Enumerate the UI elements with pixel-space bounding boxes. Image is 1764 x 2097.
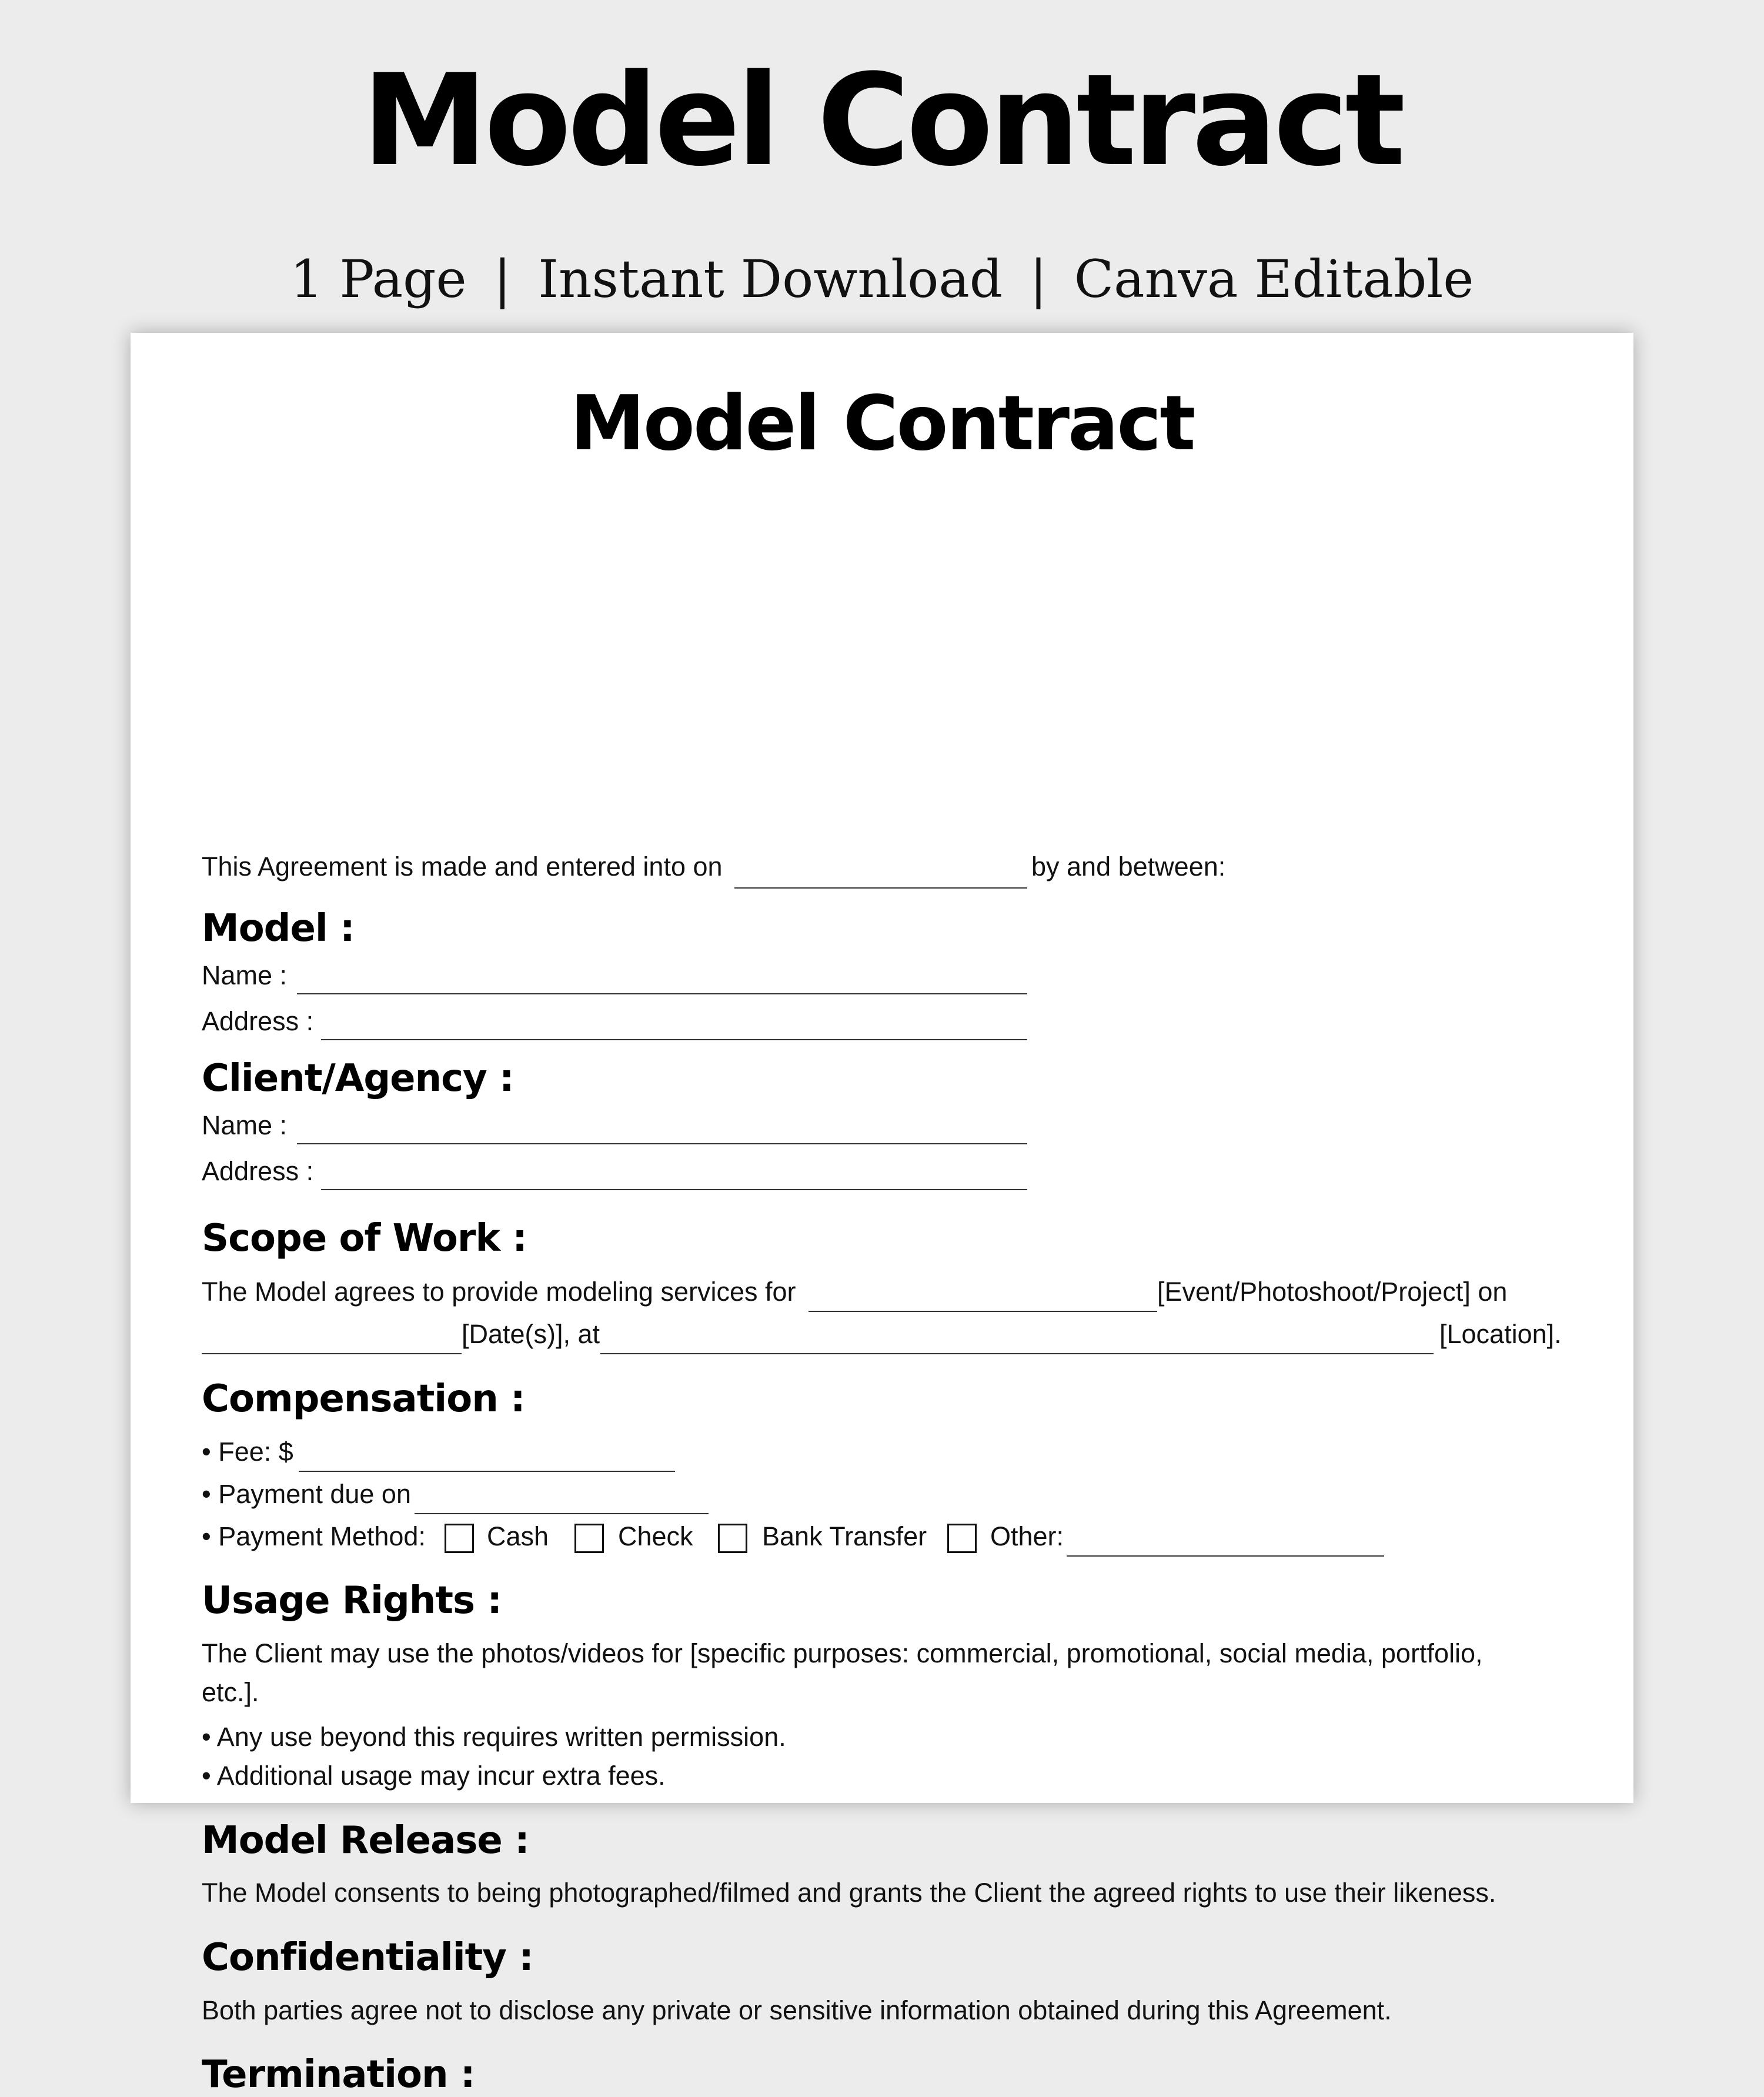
location-field[interactable] <box>600 1353 1434 1354</box>
confidentiality-text: Both parties agree not to disclose any private or sensitive information obtained during this Agreement. <box>202 1995 1392 2025</box>
bank-transfer-label: Bank Transfer <box>762 1521 927 1551</box>
client-name-field[interactable] <box>297 1143 1027 1144</box>
intro-text: This Agreement is made and entered into on <box>202 852 723 881</box>
fee-label: • Fee: $ <box>202 1437 293 1467</box>
payment-due-field[interactable] <box>415 1513 709 1514</box>
dates-field[interactable] <box>202 1353 462 1354</box>
model-heading: Model : <box>202 907 355 950</box>
contract-page <box>131 333 1633 2096</box>
client-address-label: Address : <box>202 1156 314 1186</box>
model-address-field[interactable] <box>321 1039 1027 1040</box>
model-name-label: Name : <box>202 960 288 990</box>
promo-subtitle <box>0 247 1764 312</box>
other-method-field[interactable] <box>1067 1555 1384 1557</box>
model-address-label: Address : <box>202 1006 314 1036</box>
check-checkbox[interactable] <box>574 1524 604 1553</box>
scope-heading: Scope of Work : <box>202 1217 527 1260</box>
usage-bullet-fees: • Additional usage may incur extra fees. <box>202 1761 666 1791</box>
payment-method-label: • Payment Method: <box>202 1521 426 1551</box>
feature-editable: Canva Editable <box>1074 249 1474 309</box>
release-text: The Model consents to being photographed/filmed and grants the Client the agreed rights to use their likeness. <box>202 1878 1496 1908</box>
usage-text-continued: etc.]. <box>202 1677 259 1707</box>
termination-heading: Termination : <box>202 2053 475 2096</box>
compensation-heading: Compensation : <box>202 1377 525 1421</box>
location-label: [Location]. <box>1439 1319 1562 1349</box>
document-title: Model Contract <box>570 380 1194 468</box>
fee-field[interactable] <box>299 1471 675 1472</box>
client-heading: Client/Agency : <box>202 1057 514 1100</box>
other-checkbox[interactable] <box>947 1524 977 1553</box>
release-heading: Model Release : <box>202 1819 529 1862</box>
usage-heading: Usage Rights : <box>202 1579 502 1622</box>
model-name-field[interactable] <box>297 993 1027 994</box>
scope-text: The Model agrees to provide modeling services for <box>202 1277 796 1307</box>
other-label: Other: <box>990 1521 1064 1551</box>
client-name-label: Name : <box>202 1110 288 1140</box>
cash-label: Cash <box>487 1521 549 1551</box>
cash-checkbox[interactable] <box>445 1524 474 1553</box>
usage-text: The Client may use the photos/videos for [specific purposes: commercial, promotional, social media, portfolio, <box>202 1638 1483 1668</box>
agreement-date-field[interactable] <box>734 887 1027 889</box>
feature-download: Instant Download <box>538 249 1003 309</box>
event-field[interactable] <box>808 1311 1157 1312</box>
check-label: Check <box>618 1521 693 1551</box>
usage-bullet-permission: • Any use beyond this requires written permission. <box>202 1722 786 1752</box>
promo-title: Model Contract <box>362 46 1402 194</box>
event-label: [Event/Photoshoot/Project] on <box>1157 1277 1508 1307</box>
feature-pages: 1 Page <box>290 249 467 309</box>
payment-due-label: • Payment due on <box>202 1479 411 1509</box>
intro-text-after: by and between: <box>1031 852 1226 881</box>
feature-separator: | <box>1030 249 1047 309</box>
bank-transfer-checkbox[interactable] <box>718 1524 747 1553</box>
client-address-field[interactable] <box>321 1189 1027 1190</box>
dates-label: [Date(s)], at <box>462 1319 600 1349</box>
confidentiality-heading: Confidentiality : <box>202 1936 533 1979</box>
feature-separator: | <box>493 249 512 309</box>
